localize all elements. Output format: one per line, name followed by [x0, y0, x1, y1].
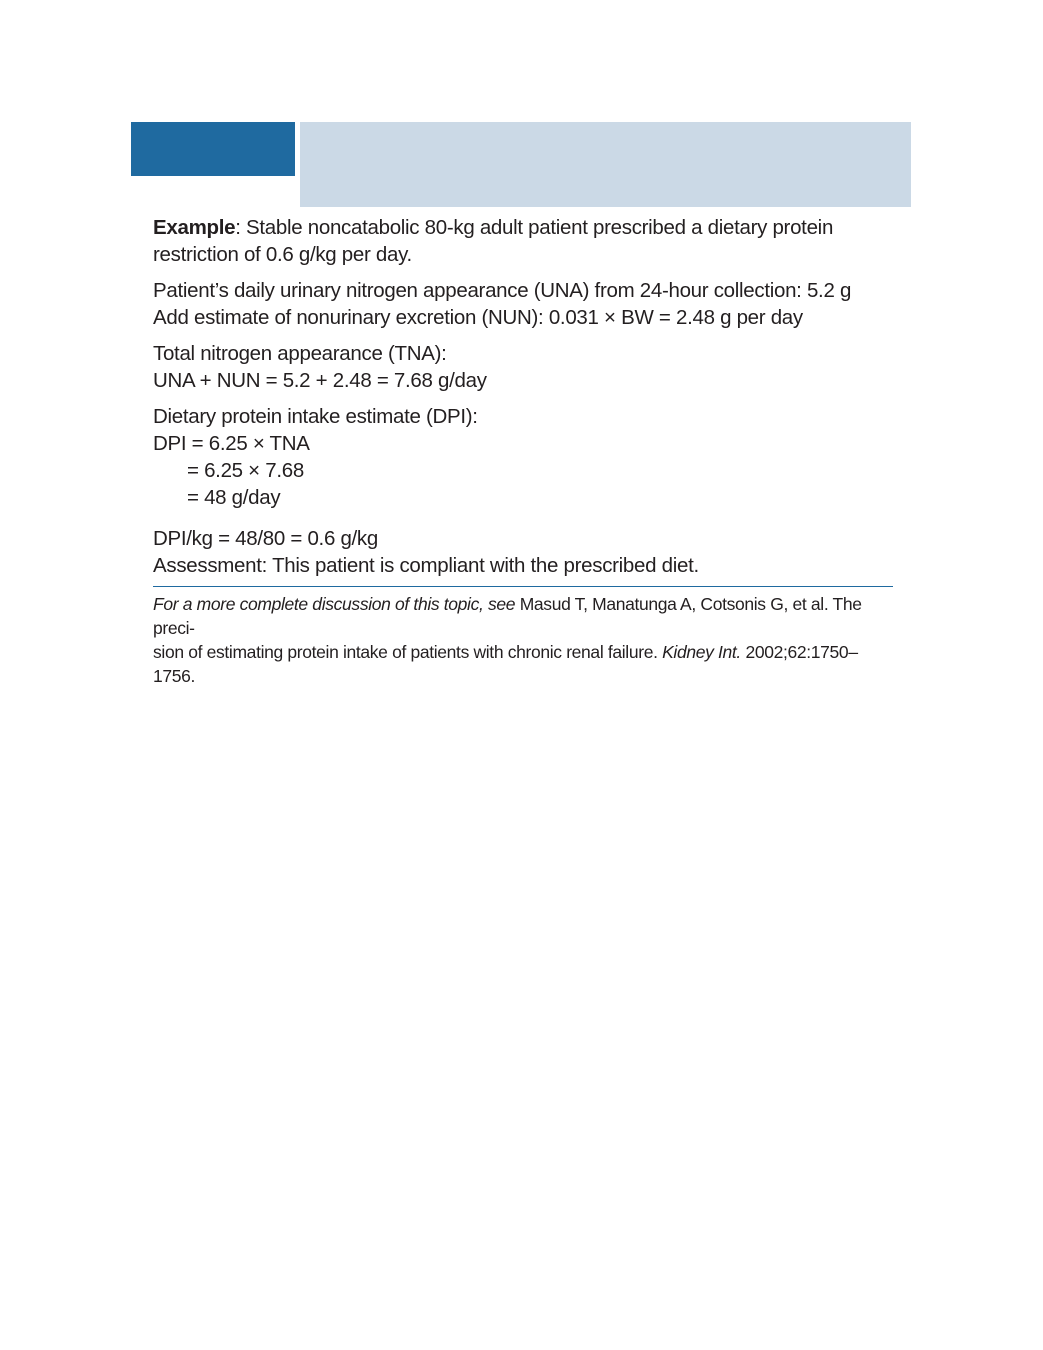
header-blue-block — [131, 122, 295, 176]
example-box-body — [153, 214, 893, 588]
example-label: Example — [153, 216, 236, 239]
footnote-journal: Kidney Int. — [662, 642, 741, 662]
dpi-formula: DPI = 6.25 × TNA — [153, 432, 310, 455]
example-paragraph — [153, 214, 893, 268]
result-paragraph — [153, 525, 893, 579]
nun-line: Add estimate of nonurinary excretion (NUN): 0.031 × BW = 2.48 g per day — [153, 306, 803, 329]
example-line-1 — [153, 214, 893, 241]
tna-formula: UNA + NUN = 5.2 + 2.48 = 7.68 g/day — [153, 369, 487, 392]
footnote-line-2 — [153, 640, 898, 688]
example-line-2: restriction of 0.6 g/kg per day. — [153, 243, 412, 266]
footnote-citation: 2002;62:1750–1756. — [153, 642, 858, 686]
footnote-intro: For a more complete discussion of this topic, see — [153, 594, 516, 614]
divider-rule — [153, 586, 893, 587]
dpi-step-1: = 6.25 × 7.68 — [187, 459, 304, 482]
footnote-line-1 — [153, 592, 898, 640]
dpi-per-kg: DPI/kg = 48/80 = 0.6 g/kg — [153, 527, 378, 550]
tna-heading: Total nitrogen appearance (TNA): — [153, 342, 447, 365]
dpi-paragraph — [153, 403, 893, 511]
footnote — [153, 592, 898, 688]
footnote-authors: Masud T, Manatunga A, Cotsonis G, et al. The preci- — [153, 594, 862, 638]
header-title-bar — [300, 122, 911, 207]
assessment: Assessment: This patient is compliant with the prescribed diet. — [153, 554, 699, 577]
footnote-title: sion of estimating protein intake of patients with chronic renal failure. — [153, 642, 663, 662]
dpi-heading: Dietary protein intake estimate (DPI): — [153, 405, 478, 428]
una-line: Patient’s daily urinary nitrogen appearance (UNA) from 24-hour collection: 5.2 g — [153, 279, 852, 302]
tna-paragraph — [153, 340, 893, 394]
dpi-step-2: = 48 g/day — [187, 486, 281, 509]
una-paragraph — [153, 277, 893, 331]
example-text: : Stable noncatabolic 80-kg adult patient prescribed a dietary protein — [235, 216, 834, 239]
